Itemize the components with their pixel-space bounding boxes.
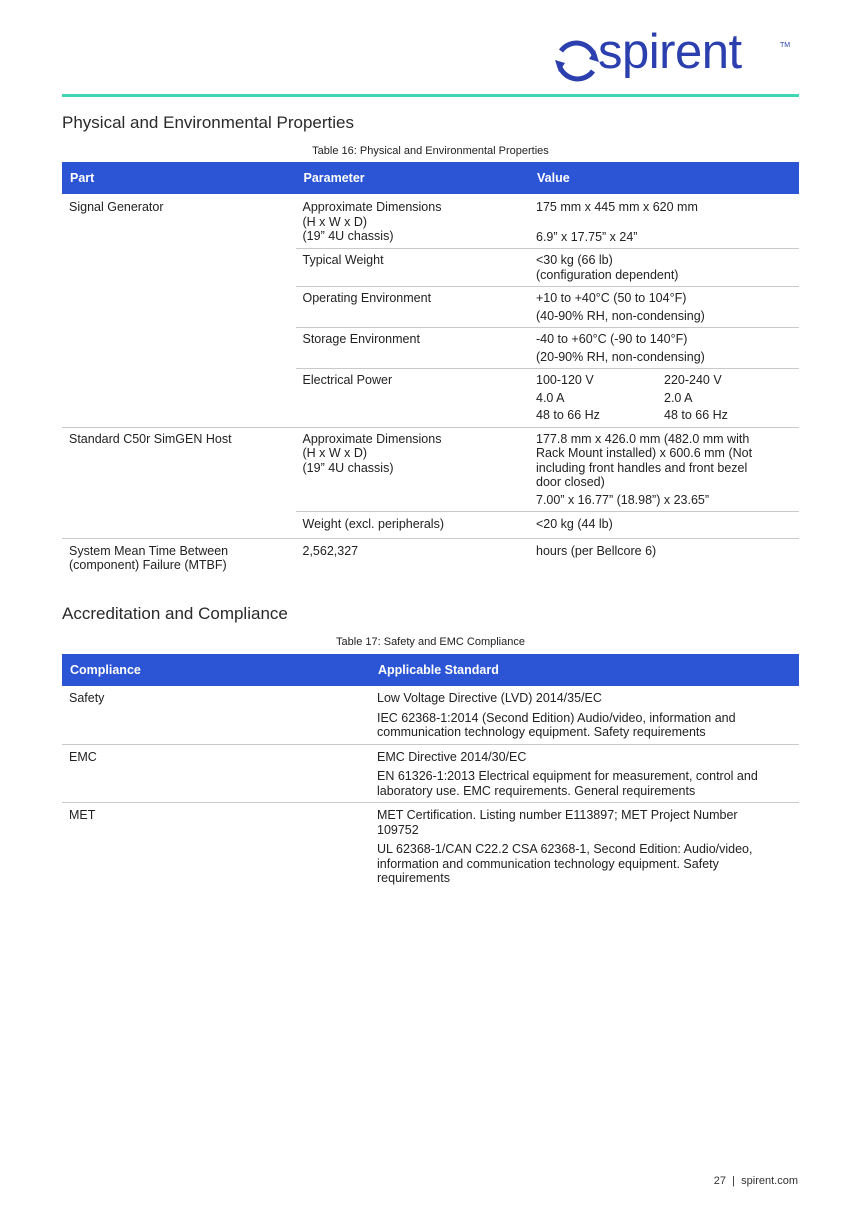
parameter-cell bbox=[296, 328, 530, 369]
part-cell bbox=[62, 427, 296, 538]
parameter-cell bbox=[296, 369, 530, 428]
header-compliance: Compliance bbox=[62, 654, 370, 686]
parameter-text: 2,562,327 bbox=[302, 543, 359, 558]
standard-line: UL 62368-1/CAN C22.2 CSA 62368-1, Second Edition: Audio/video, bbox=[377, 842, 753, 856]
compliance-name: Safety bbox=[69, 691, 105, 705]
footer-site-link[interactable]: spirent.com bbox=[741, 1175, 798, 1187]
value-line: 4.0 A bbox=[536, 390, 565, 405]
value-line: -40 to +60°C (-90 to 140°F) bbox=[536, 332, 688, 346]
parameter-cell bbox=[296, 249, 530, 287]
value-line: door closed) bbox=[536, 475, 605, 489]
value-line: (configuration dependent) bbox=[536, 267, 679, 282]
value-cell bbox=[529, 427, 799, 512]
table-row bbox=[62, 686, 799, 744]
parameter-text: Weight (excl. peripherals) bbox=[302, 517, 444, 531]
parameter-line: Approximate Dimensions bbox=[302, 431, 442, 446]
table-row bbox=[62, 538, 799, 577]
standard-cell bbox=[370, 744, 799, 803]
compliance-cell bbox=[62, 744, 370, 803]
value-line: 7.00” x 16.77” (18.98”) x 23.65” bbox=[536, 492, 710, 507]
standard-cell bbox=[370, 686, 799, 744]
parameter-cell bbox=[296, 427, 530, 512]
value-cell bbox=[529, 512, 799, 539]
table-row bbox=[62, 803, 799, 890]
standard-line: IEC 62368-1:2014 (Second Edition) Audio/video, information and bbox=[377, 710, 736, 725]
value-line: including front handles and front bezel bbox=[536, 460, 748, 475]
table-16-caption: Table 16: Physical and Environmental Properties bbox=[312, 145, 549, 157]
page-number: 27 bbox=[713, 1175, 727, 1187]
table-row bbox=[62, 744, 799, 803]
compliance-cell bbox=[62, 803, 370, 890]
standard-line: EN 61326-1:2013 Electrical equipment for measurement, control and bbox=[377, 769, 758, 783]
parameter-cell bbox=[296, 194, 530, 249]
section-heading-physical: Physical and Environmental Properties bbox=[62, 113, 354, 132]
value-line: <30 kg (66 lb) bbox=[536, 253, 613, 267]
table-header-row bbox=[62, 162, 799, 194]
table-header-row bbox=[62, 654, 799, 686]
parameter-line: (19” 4U chassis) bbox=[302, 229, 394, 243]
compliance-name: EMC bbox=[69, 749, 97, 764]
parameter-cell bbox=[296, 287, 530, 328]
parameter-line: (H x W x D) bbox=[302, 446, 368, 460]
value-cell bbox=[529, 249, 799, 287]
parameter-line: (19” 4U chassis) bbox=[302, 460, 394, 475]
standard-line: 109752 bbox=[377, 822, 419, 837]
value-cell bbox=[529, 369, 799, 428]
standard-cell bbox=[370, 803, 799, 890]
physical-properties-table bbox=[62, 162, 799, 577]
value-text: <20 kg (44 lb) bbox=[536, 517, 613, 531]
value-line: 100-120 V bbox=[536, 373, 594, 387]
part-label: Standard C50r SimGEN Host bbox=[69, 431, 232, 446]
compliance-cell bbox=[62, 686, 370, 744]
table-row bbox=[62, 194, 799, 249]
value-cell bbox=[529, 538, 799, 577]
header-applicable-standard: Applicable Standard bbox=[370, 654, 799, 686]
footer-separator: | bbox=[732, 1175, 736, 1187]
parameter-line: Approximate Dimensions bbox=[302, 200, 442, 214]
part-line: System Mean Time Between bbox=[69, 543, 229, 558]
compliance-name: MET bbox=[69, 808, 96, 822]
parameter-text: Storage Environment bbox=[302, 332, 420, 346]
logo-wordmark: spirent bbox=[598, 25, 742, 79]
trademark-mark: TM bbox=[780, 42, 791, 49]
value-cell bbox=[529, 328, 799, 369]
standard-line: communication technology equipment. Safety requirements bbox=[377, 725, 706, 739]
value-line: 6.9” x 17.75” x 24” bbox=[536, 229, 638, 244]
standard-line: MET Certification. Listing number E113897; MET Project Number bbox=[377, 808, 738, 822]
parameter-cell bbox=[296, 538, 530, 577]
header-part: Part bbox=[62, 162, 296, 194]
part-line: (component) Failure (MTBF) bbox=[69, 558, 227, 572]
value-cell bbox=[529, 194, 799, 249]
standard-line: EMC Directive 2014/30/EC bbox=[377, 749, 527, 764]
value-line: 2.0 A bbox=[664, 390, 693, 405]
value-text: hours (per Bellcore 6) bbox=[536, 543, 657, 558]
part-cell bbox=[62, 194, 296, 427]
parameter-text: Typical Weight bbox=[302, 253, 384, 267]
spirent-ring-icon bbox=[552, 36, 602, 86]
value-cell bbox=[529, 287, 799, 328]
value-line: 175 mm x 445 mm x 620 mm bbox=[536, 200, 698, 214]
value-line: 177.8 mm x 426.0 mm (482.0 mm with bbox=[536, 431, 750, 446]
section-heading-accreditation: Accreditation and Compliance bbox=[62, 604, 288, 623]
parameter-text: Electrical Power bbox=[302, 373, 393, 387]
spirent-logo bbox=[552, 25, 792, 94]
header-rule bbox=[62, 94, 799, 97]
table-row bbox=[62, 427, 799, 512]
header-value: Value bbox=[529, 162, 799, 194]
table-17-caption: Table 17: Safety and EMC Compliance bbox=[336, 636, 525, 648]
value-line: Rack Mount installed) x 600.6 mm (Not bbox=[536, 446, 753, 460]
parameter-text: Operating Environment bbox=[302, 291, 432, 305]
value-line: (40-90% RH, non-condensing) bbox=[536, 308, 705, 323]
header-parameter: Parameter bbox=[296, 162, 530, 194]
standard-line: requirements bbox=[377, 871, 450, 885]
parameter-line: (H x W x D) bbox=[302, 214, 368, 229]
compliance-table bbox=[62, 654, 799, 890]
value-line: 48 to 66 Hz bbox=[536, 408, 600, 422]
standard-line: laboratory use. EMC requirements. General requirements bbox=[377, 783, 696, 798]
value-line: +10 to +40°C (50 to 104°F) bbox=[536, 291, 687, 305]
value-line: 220-240 V bbox=[664, 373, 722, 387]
value-line: (20-90% RH, non-condensing) bbox=[536, 349, 705, 364]
part-label: Signal Generator bbox=[69, 200, 164, 214]
standard-line: information and communication technology equipment. Safety bbox=[377, 856, 719, 871]
part-cell bbox=[62, 538, 296, 577]
standard-line: Low Voltage Directive (LVD) 2014/35/EC bbox=[377, 691, 602, 705]
page-footer bbox=[714, 1175, 798, 1187]
value-line: 48 to 66 Hz bbox=[664, 408, 728, 422]
parameter-cell bbox=[296, 512, 530, 539]
